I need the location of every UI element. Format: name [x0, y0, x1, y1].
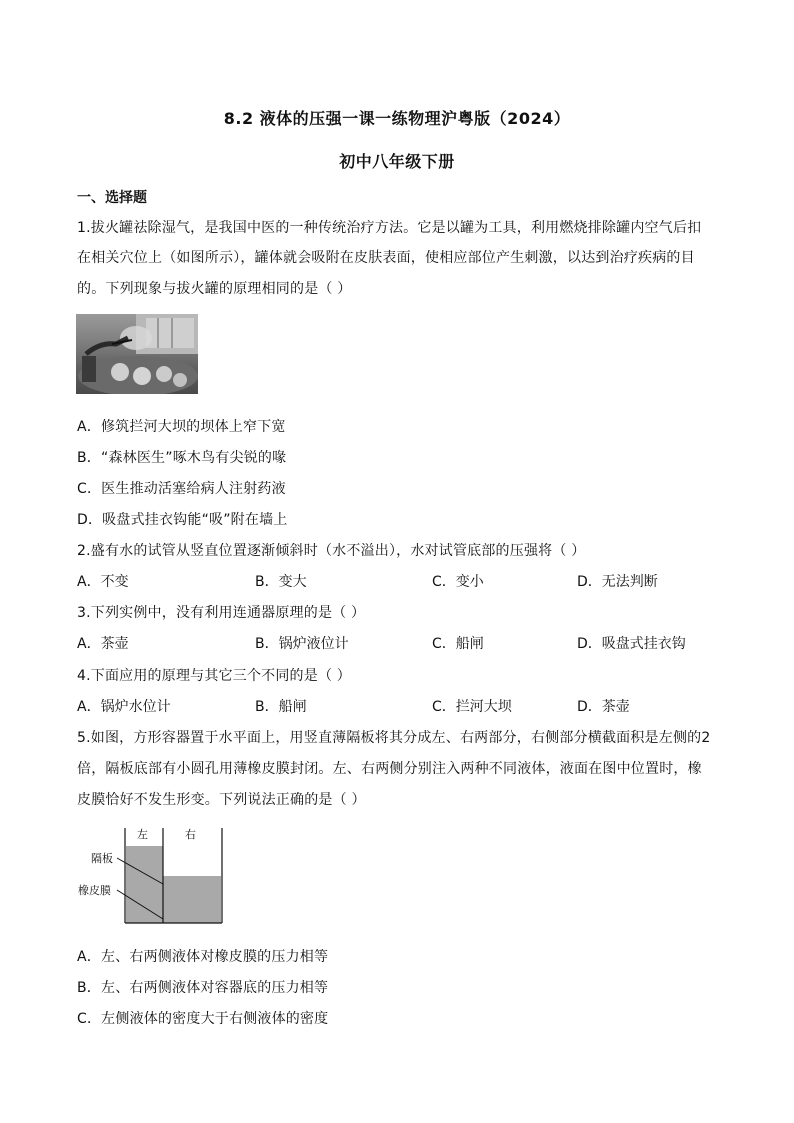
question-4-option-b: B．船闸 — [255, 699, 307, 715]
cupping-therapy-photo — [76, 314, 198, 394]
question-3-option-b: B．锅炉液位计 — [255, 636, 349, 652]
question-2-option-c: C．变小 — [432, 574, 484, 590]
container-diagram — [77, 826, 237, 926]
right-label: 右 — [185, 828, 196, 841]
question-2-option-a: A．不变 — [77, 574, 129, 590]
question-5-option-b: B．左、右两侧液体对容器底的压力相等 — [77, 980, 329, 996]
question-1-option-a: A．修筑拦河大坝的坝体上窄下宽 — [77, 419, 286, 435]
question-2-stem: 2.盛有水的试管从竖直位置逐渐倾斜时（水不溢出），水对试管底部的压强将（ ） — [77, 543, 586, 559]
question-5-line-1: 5.如图，方形容器置于水平面上，用竖直薄隔板将其分成左、右两部分，右侧部分横截面积是左侧的2 — [77, 730, 711, 746]
question-1-line-1: 1.拔火罐祛除湿气，是我国中医的一种传统治疗方法。它是以罐为工具，利用燃烧排除罐内空气后扣 — [77, 220, 702, 236]
question-2-option-d: D．无法判断 — [577, 574, 658, 590]
question-1-line-2: 在相关穴位上（如图所示），罐体就会吸附在皮肤表面，使相应部位产生刺激，以达到治疗疾病的目 — [77, 250, 695, 266]
question-3-option-c: C．船闸 — [432, 636, 484, 652]
page-subtitle: 初中八年级下册 — [339, 152, 455, 171]
question-4-option-a: A．锅炉水位计 — [77, 699, 171, 715]
section-heading: 一、选择题 — [77, 190, 147, 206]
question-3-stem: 3.下列实例中，没有利用连通器原理的是（ ） — [77, 605, 366, 621]
question-1-option-d: D．吸盘式挂衣钩能“吸”附在墙上 — [77, 512, 288, 528]
question-5-line-3: 皮膜恰好不发生形变。下列说法正确的是（ ） — [77, 792, 366, 808]
question-2-option-b: B．变大 — [255, 574, 307, 590]
question-5-option-a: A．左、右两侧液体对橡皮膜的压力相等 — [77, 949, 329, 965]
question-5-line-2: 倍，隔板底部有小圆孔用薄橡皮膜封闭。左、右两侧分别注入两种不同液体，液面在图中位置时，橡 — [77, 761, 702, 777]
question-1-option-c: C．医生推动活塞给病人注射药液 — [77, 481, 286, 497]
divider-label: 隔板 — [91, 852, 113, 865]
question-3-option-d: D．吸盘式挂衣钩 — [577, 636, 686, 652]
question-5-option-c: C．左侧液体的密度大于右侧液体的密度 — [77, 1011, 329, 1027]
question-1-option-b: B．“森林医生”啄木鸟有尖锐的喙 — [77, 450, 287, 466]
left-label: 左 — [137, 828, 148, 841]
membrane-label: 橡皮膜 — [78, 884, 111, 897]
question-4-stem: 4.下面应用的原理与其它三个不同的是（ ） — [77, 668, 352, 684]
question-1-line-3: 的。下列现象与拔火罐的原理相同的是（ ） — [77, 281, 352, 297]
left-liquid — [126, 846, 163, 923]
question-4-option-c: C．拦河大坝 — [432, 699, 512, 715]
question-3-option-a: A．茶壶 — [77, 636, 129, 652]
right-liquid — [163, 876, 221, 923]
page-title: 8.2 液体的压强一课一练物理沪粤版（2024） — [223, 109, 571, 128]
question-4-option-d: D．茶壶 — [577, 699, 630, 715]
